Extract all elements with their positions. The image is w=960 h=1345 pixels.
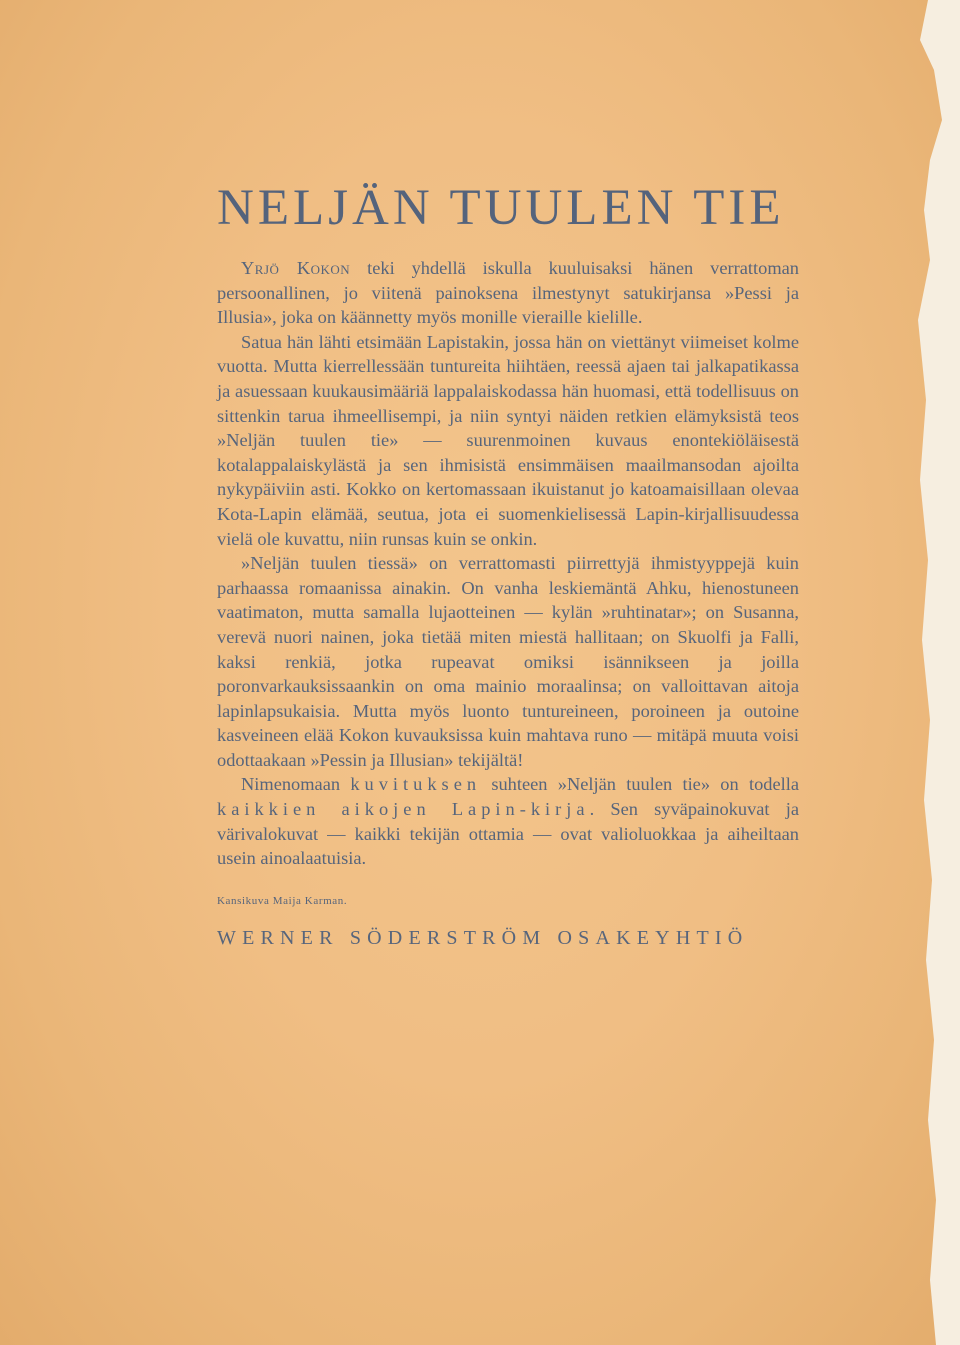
paragraph-3: »Neljän tuulen tiessä» on verrattomasti piirrettyjä ihmistyyppejä kuin parhaassa romaanissa ainakin. On vanha leskiemäntä Ahku, hienostuneen vaatimaton, mutta samalla lujaotteinen — kylän »ruhtinatar»; on Susanna, verevä nuori nainen, joka tietää miten miestä hallitaan; on Skuolfi ja Falli, kaksi renkiä, jotka rupeavat omiksi isännikseen ja joilla poronvarkauksissaankin on oma mainio moraalinsa; on valloittavan aitoja lapinlapsukaisia. Mutta myös luonto tuntureineen, poroineen ja outoine kasveineen elää Kokon kuvauksissa kuin mahtava runo — mitäpä muuta voisi odottaakaan »Pessin ja Illusian» tekijältä!: [217, 553, 799, 770]
paragraph-1: [217, 256, 799, 330]
publisher-name: WERNER SÖDERSTRÖM OSAKEYHTIÖ: [217, 926, 749, 949]
paragraph-4-part-a: Nimenomaan: [241, 774, 351, 795]
author-name: Yrjö Kokon: [241, 258, 351, 278]
paragraph-2: Satua hän lähti etsimään Lapistakin, jossa hän on viettänyt viimeiset kolme vuotta. Mutta kierrellessään tuntureita hiihtäen, reessä ajaen tai jalkapatikassa ja asuessaan kuukausimääriä lappalaiskodassa hän huomasi, että todellisuus on sittenkin tarua ihmeellisempi, ja niin syntyi näiden retkien elämyksistä teos »Neljän tuulen tie» — suurenmoinen kuvaus enontekiöläisestä kotalappalaiskylästä ja sen ihmisistä ensimmäisen maailmansodan ajoilta nykypäiviin asti. Kokko on kertomassaan ikuistanut jo katoamaisillaan olevaa Kota-Lapin elämää, seutua, jota ei suomenkielisessä Lapin-kirjallisuudessa vielä ole kuvattu, niin runsas kuin se onkin.: [217, 331, 799, 549]
paragraph-4-emphasis-1: kuvituksen: [350, 774, 482, 795]
paragraph-4-part-e: . Sen syväpainokuvat ja värivalokuvat — kaikki tekijän ottamia — ovat valioluokkaa ja aiheiltaan usein ainoalaatuisia.: [217, 799, 800, 869]
back-cover-text: [217, 178, 799, 950]
paragraph-4-part-c: suhteen »Neljän tuulen tie» on todella: [481, 774, 799, 795]
book-title: NELJÄN TUULEN TIE: [217, 180, 785, 236]
torn-edge: [890, 0, 960, 1345]
paragraph-4: [217, 772, 799, 870]
cover-credit: Kansikuva Maija Karman.: [217, 894, 348, 907]
paragraph-4-emphasis-2: kaikkien aikojen Lapin-kirja: [217, 799, 590, 820]
paragraph-1-text: teki yhdellä iskulla kuuluisaksi hänen verrattoman persoonallinen, jo viitenä painoksena ilmestynyt satukirjansa »Pessi ja Illusia», joka on käännetty myös monille vieraille kielille.: [217, 258, 799, 328]
